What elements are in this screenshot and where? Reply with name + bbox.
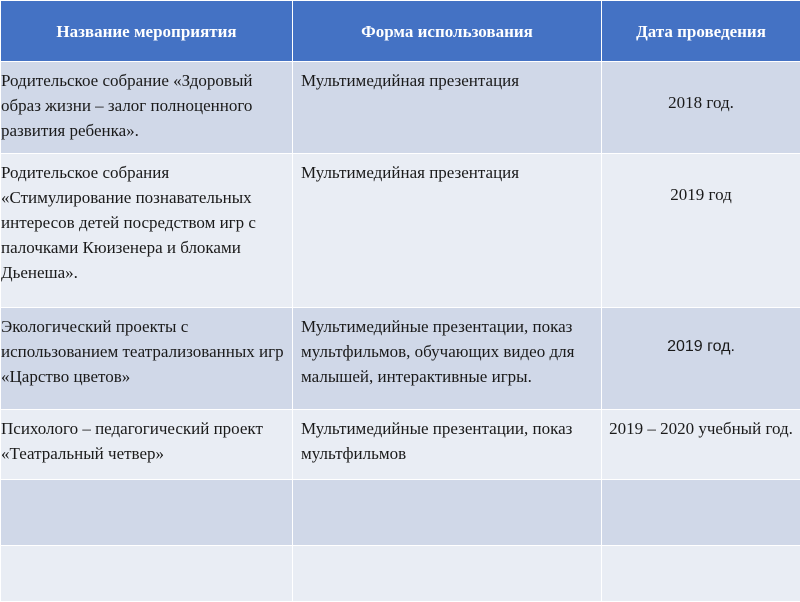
cell-event-name: Родительское собрание «Здоровый образ жизни – залог полноценного развития ребенка». [1, 62, 293, 154]
cell-usage-form: Мультимедийные презентации, показ мультфильмов, обучающих видео для малышей, интерактивные игры. [293, 308, 602, 410]
cell-event-name [1, 546, 293, 602]
cell-date: 2019 год. [602, 308, 800, 410]
table-row [1, 480, 800, 546]
cell-date: 2018 год. [602, 62, 800, 154]
header-usage-form: Форма использования [293, 1, 602, 62]
cell-event-name: Родительское собрания «Стимулирование познавательных интересов детей посредством игр с палочками Кюизенера и блоками Дьенеша». [1, 154, 293, 308]
table-header-row [1, 1, 800, 62]
cell-date: 2019 год [602, 154, 800, 308]
cell-usage-form: Мультимедийная презентация [293, 154, 602, 308]
table-row [1, 546, 800, 602]
cell-usage-form [293, 546, 602, 602]
cell-event-name: Психолого – педагогический проект «Театральный четвер» [1, 410, 293, 480]
header-event-name: Название мероприятия [1, 1, 293, 62]
cell-event-name [1, 480, 293, 546]
header-date: Дата проведения [602, 1, 800, 62]
cell-usage-form: Мультимедийные презентации, показ мультфильмов [293, 410, 602, 480]
table-row [1, 410, 800, 480]
table-row [1, 62, 800, 154]
table-row [1, 154, 800, 308]
cell-date [602, 546, 800, 602]
cell-date [602, 480, 800, 546]
cell-usage-form [293, 480, 602, 546]
cell-date: 2019 – 2020 учебный год. [602, 410, 800, 480]
cell-event-name: Экологический проекты с использованием театрализованных игр «Царство цветов» [1, 308, 293, 410]
cell-usage-form: Мультимедийная презентация [293, 62, 602, 154]
table-row [1, 308, 800, 410]
